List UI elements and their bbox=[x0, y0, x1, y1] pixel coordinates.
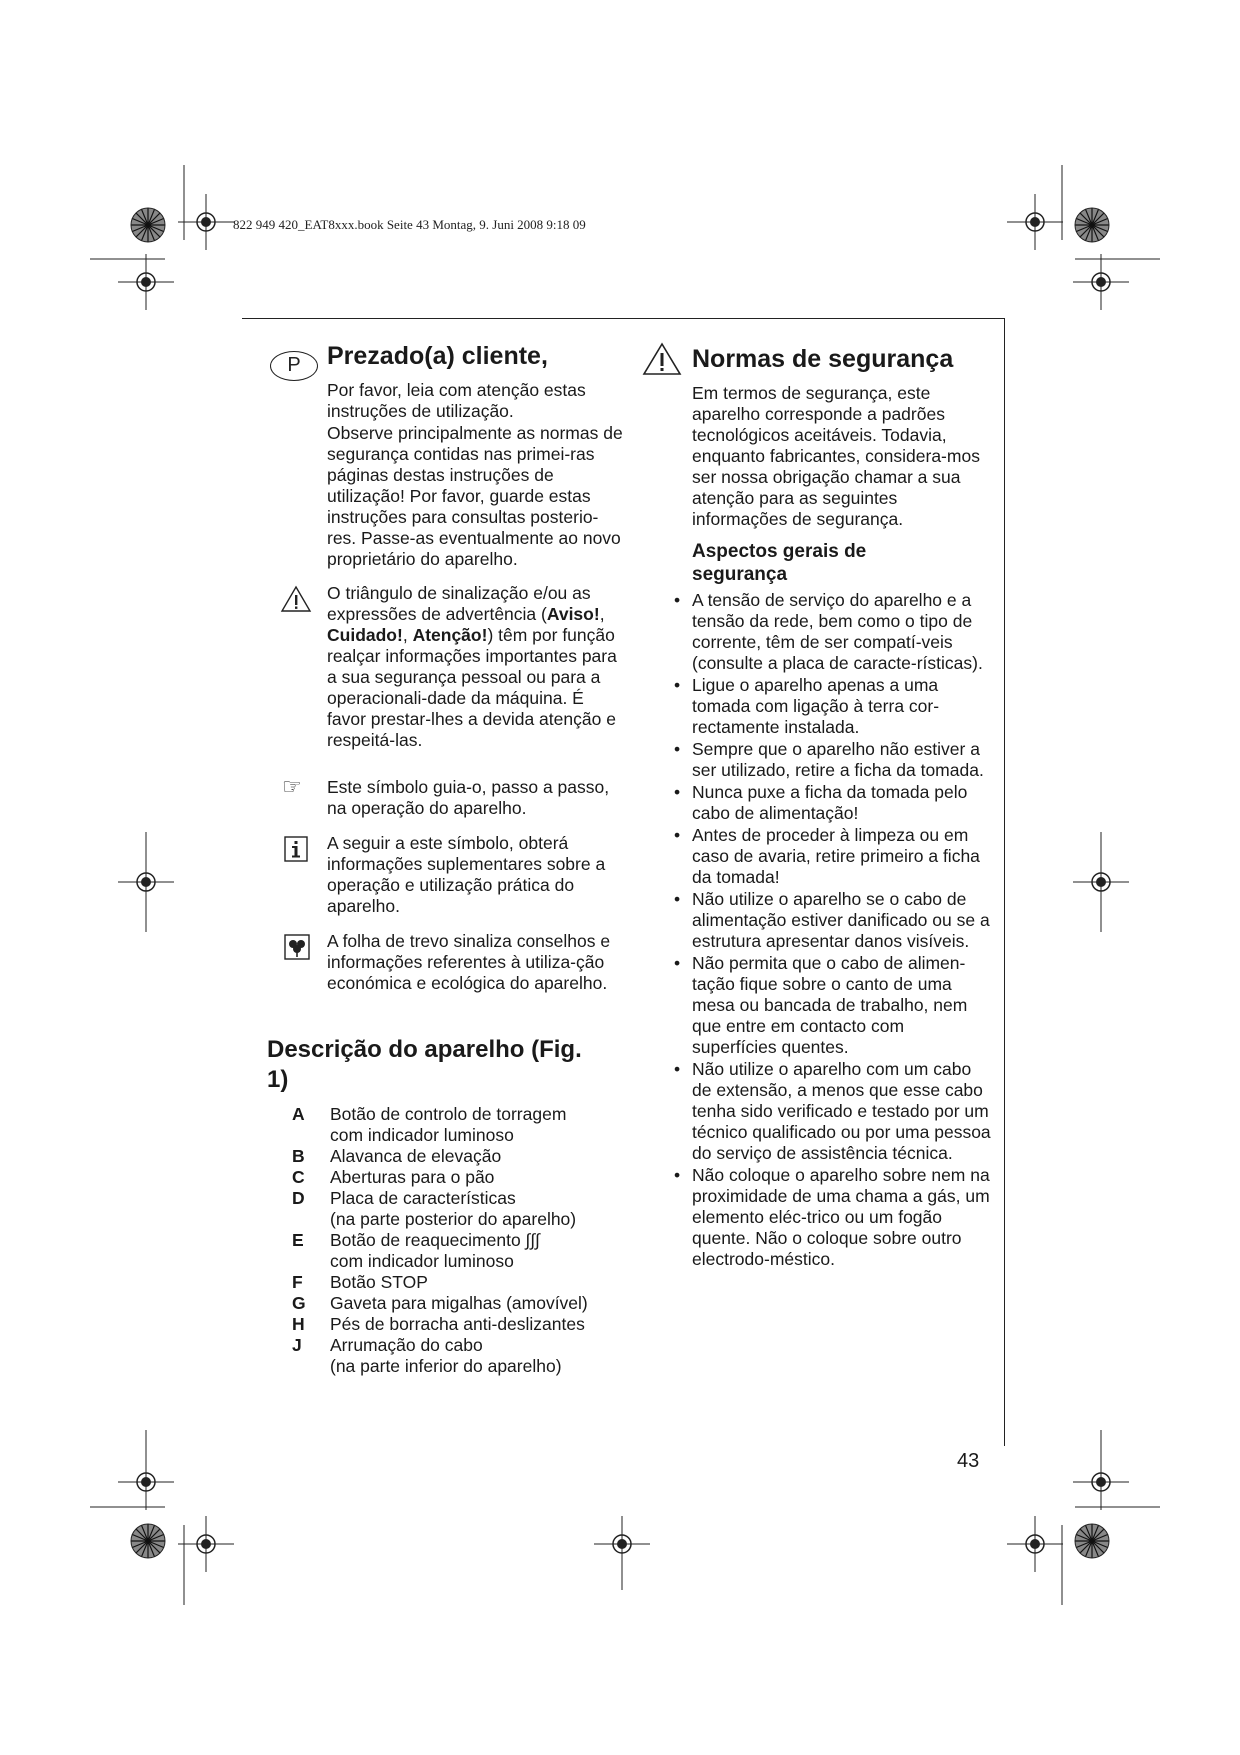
safety-bullet-item: • Nunca puxe a ficha da tomada pelo cabo de alimentação! bbox=[672, 782, 992, 824]
hand-symbol-paragraph: Este símbolo guia-o, passo a passo, na operação do aparelho. bbox=[327, 777, 610, 818]
part-key: F bbox=[292, 1272, 303, 1292]
parts-row bbox=[288, 1335, 588, 1377]
info-symbol-paragraph: A seguir a este símbolo, obterá informações suplementares sobre a operação e utilização prática do aparelho. bbox=[327, 833, 606, 916]
part-description-line-2: com indicador luminoso bbox=[330, 1251, 514, 1271]
page-title-left: Prezado(a) cliente, bbox=[327, 342, 548, 370]
parts-row bbox=[288, 1230, 588, 1272]
parts-row bbox=[288, 1272, 588, 1293]
part-description bbox=[330, 1314, 588, 1335]
page-title-right: Normas de segurança bbox=[692, 345, 954, 373]
part-description bbox=[330, 1146, 588, 1167]
safety-bullet-item: • Antes de proceder à limpeza ou em caso de avaria, retire primeiro a ficha da tomada! bbox=[672, 825, 992, 888]
warning-triangle-icon bbox=[280, 585, 312, 613]
safety-bullet-item: • Não permita que o cabo de alimen-tação fique sobre o canto de uma mesa ou bancada de trabalho, nem que entre em contacto com superfícies quentes. bbox=[672, 953, 992, 1058]
part-key: B bbox=[292, 1146, 305, 1166]
safety-bullet-list bbox=[672, 590, 992, 1271]
print-file-info: 822 949 420_EAT8xxx.book Seite 43 Montag, 9. Juni 2008 9:18 09 bbox=[233, 217, 586, 232]
part-description bbox=[330, 1188, 588, 1230]
part-description bbox=[330, 1272, 588, 1293]
page-number: 43 bbox=[957, 1450, 980, 1472]
part-description-line-2: (na parte posterior do aparelho) bbox=[330, 1209, 577, 1229]
part-description bbox=[330, 1104, 588, 1146]
intro-paragraph-2: Observe principalmente as normas de segurança contidas nas primei-ras páginas destas instruções de utilização! Por favor, guarde estas instruções para consultas posterio-res. Passe-as eventualmente ao novo proprietário do aparelho. bbox=[327, 423, 623, 569]
part-key: E bbox=[292, 1230, 304, 1250]
parts-row bbox=[288, 1293, 588, 1314]
part-description bbox=[330, 1335, 588, 1377]
part-description-line: Placa de características bbox=[330, 1188, 516, 1208]
description-title: Descrição do aparelho (Fig. 1) bbox=[267, 1036, 582, 1093]
part-description bbox=[330, 1293, 588, 1314]
safety-bullet-item: • Não utilize o aparelho se o cabo de alimentação estiver danificado ou se a estrutura apresentar danos visíveis. bbox=[672, 889, 992, 952]
part-key: G bbox=[292, 1293, 306, 1313]
part-description-line: Arrumação do cabo bbox=[330, 1335, 483, 1355]
intro-paragraph-1: Por favor, leia com atenção estas instruções de utilização. bbox=[327, 380, 586, 421]
part-description-line: Botão de controlo de torragem bbox=[330, 1104, 567, 1124]
parts-row bbox=[288, 1104, 588, 1146]
parts-row bbox=[288, 1188, 588, 1230]
language-badge: P bbox=[270, 351, 318, 381]
part-description-line: Botão STOP bbox=[330, 1272, 428, 1292]
part-description bbox=[330, 1167, 588, 1188]
clover-leaf-icon bbox=[284, 934, 310, 960]
part-description-line: Aberturas para o pão bbox=[330, 1167, 495, 1187]
info-icon bbox=[284, 836, 308, 862]
warning-triangle-icon bbox=[642, 342, 682, 376]
clover-symbol-paragraph: A folha de trevo sinaliza conselhos e informações referentes à utiliza-ção económica e ecológica do aparelho. bbox=[327, 931, 611, 993]
top-rule bbox=[242, 318, 1005, 319]
part-description-line-2: com indicador luminoso bbox=[330, 1125, 514, 1145]
warning-paragraph: O triângulo de sinalização e/ou as expressões de advertência (Aviso!, Cuidado!, Atenção!) têm por função realçar informações importantes para a sua segurança pessoal ou para a operacionali-dade da máquina. É favor prestar-lhes a devida atenção e respeitá-las. bbox=[327, 583, 617, 750]
part-key: C bbox=[292, 1167, 305, 1187]
part-description-line: Gaveta para migalhas (amovível) bbox=[330, 1293, 588, 1313]
safety-bullet-item: • Não utilize o aparelho com um cabo de extensão, a menos que esse cabo tenha sido verificado e testado por um técnico qualificado ou por uma pessoa do serviço de assistência técnica. bbox=[672, 1059, 992, 1164]
safety-bullet-item: • Ligue o aparelho apenas a uma tomada com ligação à terra cor-rectamente instalada. bbox=[672, 675, 992, 738]
right-rule bbox=[1004, 318, 1005, 1446]
pointing-hand-icon: ☞ bbox=[282, 775, 302, 800]
safety-subtitle: Aspectos gerais de segurança bbox=[692, 541, 867, 585]
parts-row bbox=[288, 1146, 588, 1167]
safety-intro-paragraph: Em termos de segurança, este aparelho corresponde a padrões tecnológicos aceitáveis. Todavia, enquanto fabricantes, considera-mos ser nossa obrigação chamar a sua atenção para as seguintes informações de segurança. bbox=[692, 383, 980, 529]
part-description-line: Alavanca de elevação bbox=[330, 1146, 502, 1166]
part-description-line: Pés de borracha anti-deslizantes bbox=[330, 1314, 585, 1334]
part-key: D bbox=[292, 1188, 305, 1208]
parts-row bbox=[288, 1167, 588, 1188]
safety-bullet-item: • Sempre que o aparelho não estiver a ser utilizado, retire a ficha da tomada. bbox=[672, 739, 992, 781]
part-description bbox=[330, 1230, 588, 1272]
part-description-line-2: (na parte inferior do aparelho) bbox=[330, 1356, 562, 1376]
part-description-line: Botão de reaquecimento ∫∫∫ bbox=[330, 1230, 540, 1250]
parts-list bbox=[288, 1104, 588, 1377]
safety-bullet-item: • A tensão de serviço do aparelho e a tensão da rede, bem como o tipo de corrente, têm de ser compatí-veis (consulte a placa de caracte-rísticas). bbox=[672, 590, 992, 674]
part-key: J bbox=[292, 1335, 302, 1355]
parts-row bbox=[288, 1314, 588, 1335]
part-key: A bbox=[292, 1104, 305, 1124]
safety-bullet-item: • Não coloque o aparelho sobre nem na proximidade de uma chama a gás, um elemento eléc-trico ou um fogão quente. Não o coloque sobre outro electrodo-méstico. bbox=[672, 1165, 992, 1270]
part-key: H bbox=[292, 1314, 305, 1334]
